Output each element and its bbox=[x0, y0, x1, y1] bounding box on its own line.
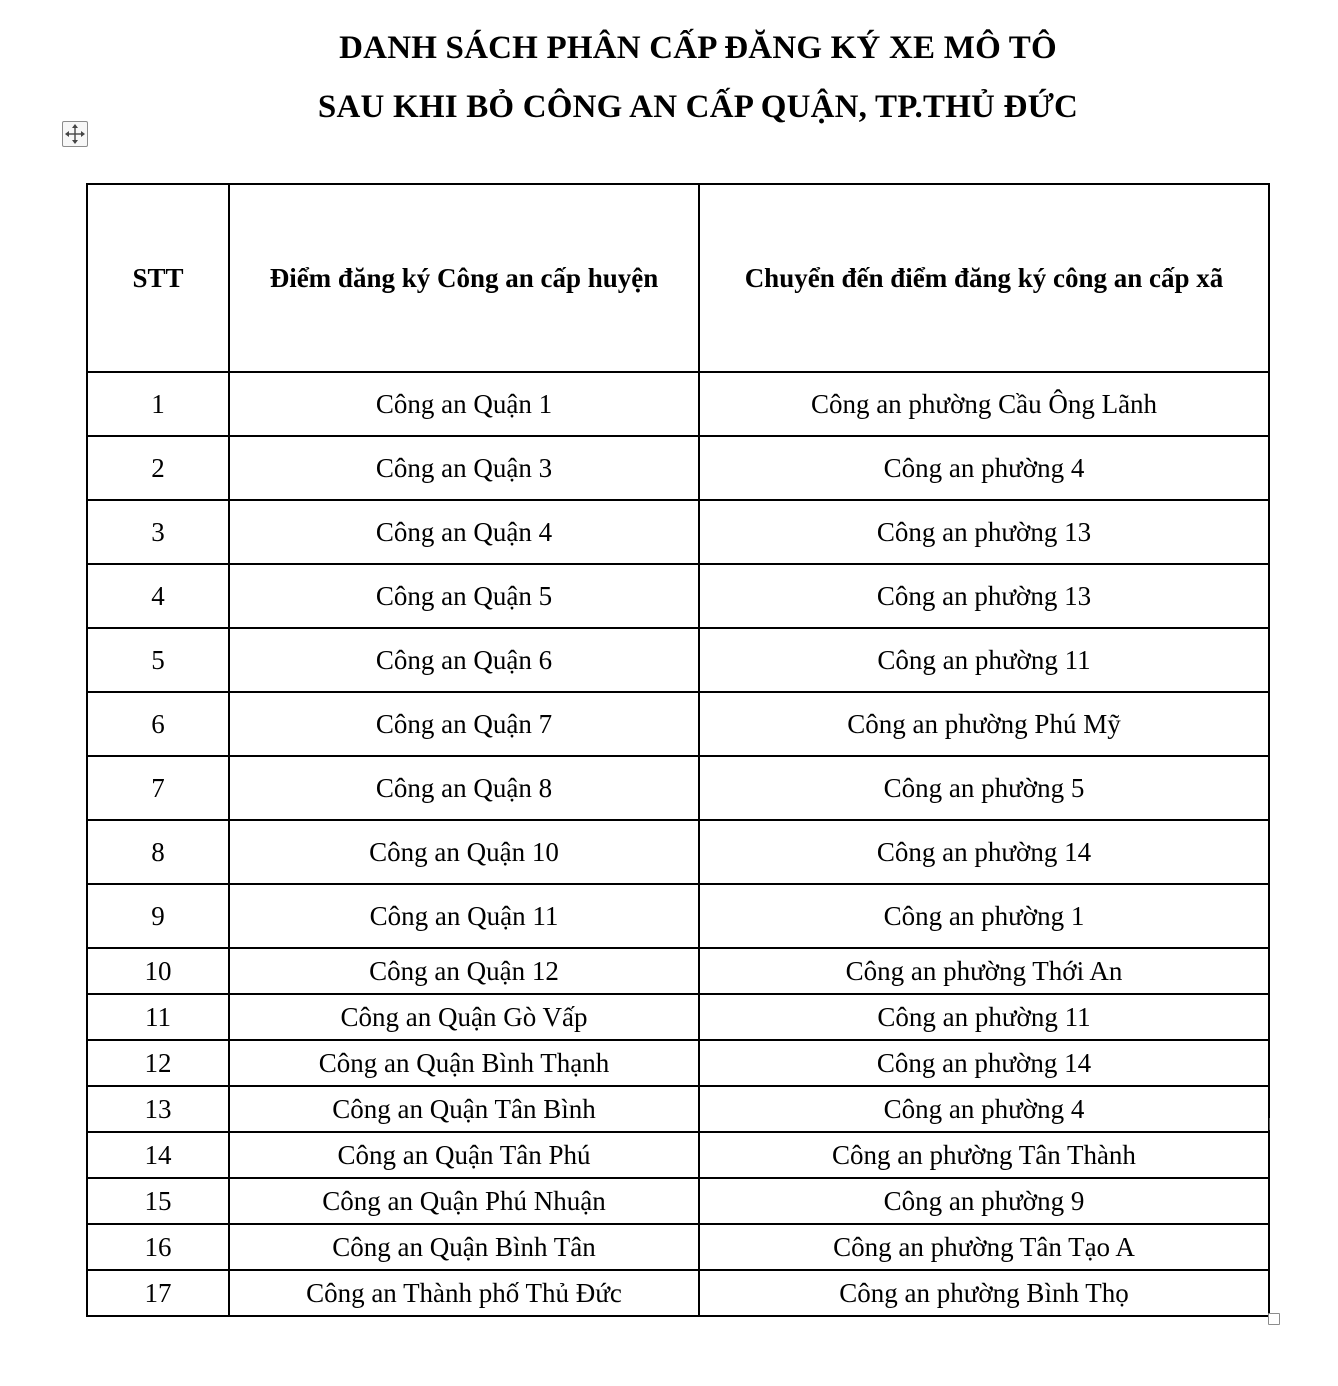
cell-stt: 17 bbox=[87, 1270, 229, 1316]
header-district: Điểm đăng ký Công an cấp huyện bbox=[229, 184, 699, 372]
cell-district: Công an Quận 11 bbox=[229, 884, 699, 948]
cell-district: Công an Quận 7 bbox=[229, 692, 699, 756]
cell-district: Công an Quận Tân Bình bbox=[229, 1086, 699, 1132]
cell-district: Công an Quận 8 bbox=[229, 756, 699, 820]
cell-stt: 12 bbox=[87, 1040, 229, 1086]
cell-ward: Công an phường 4 bbox=[699, 1086, 1269, 1132]
cell-ward: Công an phường Bình Thọ bbox=[699, 1270, 1269, 1316]
cell-ward: Công an phường Thới An bbox=[699, 948, 1269, 994]
header-ward: Chuyển đến điểm đăng ký công an cấp xã bbox=[699, 184, 1269, 372]
cell-stt: 4 bbox=[87, 564, 229, 628]
cell-stt: 6 bbox=[87, 692, 229, 756]
table-row bbox=[87, 884, 1269, 948]
cell-stt: 14 bbox=[87, 1132, 229, 1178]
cell-stt: 16 bbox=[87, 1224, 229, 1270]
cell-stt: 9 bbox=[87, 884, 229, 948]
cell-district: Công an Quận 5 bbox=[229, 564, 699, 628]
table-row bbox=[87, 756, 1269, 820]
cell-ward: Công an phường Cầu Ông Lãnh bbox=[699, 372, 1269, 436]
cell-ward: Công an phường 13 bbox=[699, 564, 1269, 628]
table-row bbox=[87, 436, 1269, 500]
cell-district: Công an Quận 12 bbox=[229, 948, 699, 994]
table-row bbox=[87, 948, 1269, 994]
document-title-line2: SAU KHI BỎ CÔNG AN CẤP QUẬN, TP.THỦ ĐỨC bbox=[317, 89, 1079, 125]
cell-stt: 2 bbox=[87, 436, 229, 500]
table-row bbox=[87, 628, 1269, 692]
cell-district: Công an Quận 1 bbox=[229, 372, 699, 436]
table-row bbox=[87, 1132, 1269, 1178]
cell-ward: Công an phường 11 bbox=[699, 628, 1269, 692]
cell-stt: 5 bbox=[87, 628, 229, 692]
cell-ward: Công an phường 4 bbox=[699, 436, 1269, 500]
table-row bbox=[87, 372, 1269, 436]
resize-handle-icon[interactable] bbox=[1268, 1313, 1280, 1325]
document-title-line1: DANH SÁCH PHÂN CẤP ĐĂNG KÝ XE MÔ TÔ bbox=[339, 30, 1057, 66]
cell-district: Công an Quận 10 bbox=[229, 820, 699, 884]
cell-district: Công an Quận 3 bbox=[229, 436, 699, 500]
cell-ward: Công an phường 13 bbox=[699, 500, 1269, 564]
cell-ward: Công an phường 9 bbox=[699, 1178, 1269, 1224]
cell-ward: Công an phường 14 bbox=[699, 820, 1269, 884]
cell-district: Công an Quận Bình Tân bbox=[229, 1224, 699, 1270]
table-row bbox=[87, 820, 1269, 884]
cell-ward: Công an phường Tân Tạo A bbox=[699, 1224, 1269, 1270]
cell-ward: Công an phường 5 bbox=[699, 756, 1269, 820]
table-row bbox=[87, 1270, 1269, 1316]
cell-ward: Công an phường 11 bbox=[699, 994, 1269, 1040]
table-row bbox=[87, 1086, 1269, 1132]
table-row bbox=[87, 564, 1269, 628]
cell-district: Công an Thành phố Thủ Đức bbox=[229, 1270, 699, 1316]
cell-ward: Công an phường Tân Thành bbox=[699, 1132, 1269, 1178]
registration-table bbox=[86, 183, 1270, 1317]
table-row bbox=[87, 692, 1269, 756]
text-cursor bbox=[1269, 1118, 1270, 1130]
cell-district: Công an Quận 6 bbox=[229, 628, 699, 692]
cell-district: Công an Quận Gò Vấp bbox=[229, 994, 699, 1040]
cell-stt: 11 bbox=[87, 994, 229, 1040]
cell-stt: 13 bbox=[87, 1086, 229, 1132]
table-row bbox=[87, 1224, 1269, 1270]
cell-stt: 7 bbox=[87, 756, 229, 820]
cell-district: Công an Quận 4 bbox=[229, 500, 699, 564]
cell-stt: 3 bbox=[87, 500, 229, 564]
cell-district: Công an Quận Phú Nhuận bbox=[229, 1178, 699, 1224]
move-arrows-icon[interactable] bbox=[62, 121, 88, 147]
cell-ward: Công an phường 1 bbox=[699, 884, 1269, 948]
table-row bbox=[87, 500, 1269, 564]
table-header-row bbox=[87, 184, 1269, 372]
table-row bbox=[87, 1178, 1269, 1224]
table-row bbox=[87, 1040, 1269, 1086]
cell-ward: Công an phường 14 bbox=[699, 1040, 1269, 1086]
cell-stt: 1 bbox=[87, 372, 229, 436]
cell-stt: 8 bbox=[87, 820, 229, 884]
cell-district: Công an Quận Tân Phú bbox=[229, 1132, 699, 1178]
header-stt: STT bbox=[87, 184, 229, 372]
cell-ward: Công an phường Phú Mỹ bbox=[699, 692, 1269, 756]
cell-stt: 10 bbox=[87, 948, 229, 994]
cell-stt: 15 bbox=[87, 1178, 229, 1224]
cell-district: Công an Quận Bình Thạnh bbox=[229, 1040, 699, 1086]
table-row bbox=[87, 994, 1269, 1040]
